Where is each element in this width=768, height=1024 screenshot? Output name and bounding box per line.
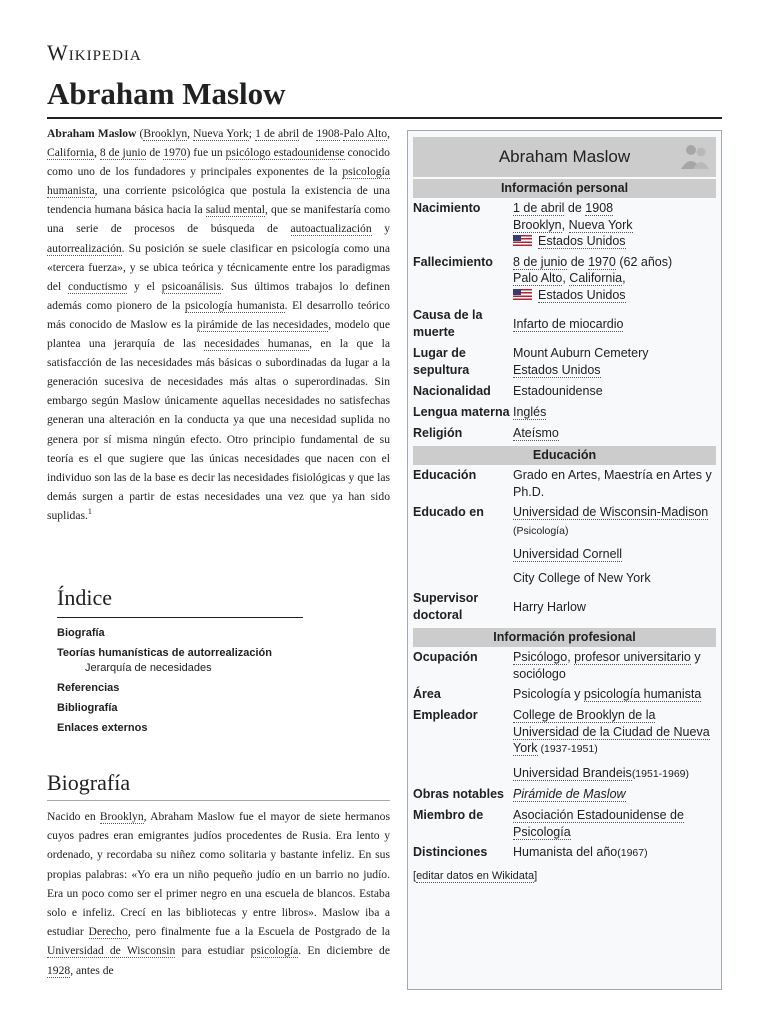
infobox-row-ocupacion	[413, 647, 716, 684]
link-psicologia-humanista-2[interactable]: psicología humanista	[184, 298, 285, 312]
text: City College of New York	[513, 570, 651, 585]
link-ateismo[interactable]: Ateísmo	[513, 426, 559, 440]
link-psicologia-humanista[interactable]: psicología humanista	[47, 165, 390, 198]
edit-wikidata-link[interactable]: editar datos en Wikidata	[416, 869, 535, 882]
wikipedia-wordmark[interactable]: Wikipedia	[47, 40, 142, 65]
text: . Sus últimos trabajos lo definen además como pionero de la	[47, 279, 390, 312]
text: [	[413, 869, 417, 882]
toc-item-teorias-label[interactable]: Teorías humanísticas de autorrealización	[57, 647, 272, 659]
link-california[interactable]: California	[47, 146, 95, 160]
table-of-contents	[57, 585, 307, 741]
text: Nacido en	[47, 810, 100, 823]
text: Humanista del año	[513, 845, 618, 859]
title-divider	[47, 117, 722, 119]
link-piramide-necesidades[interactable]: pirámide de las necesidades	[196, 317, 329, 331]
row-value	[513, 786, 716, 803]
infobox-footer	[413, 870, 716, 882]
page-title: Abraham Maslow	[47, 76, 286, 111]
text: ,	[567, 650, 575, 664]
link-ingles[interactable]: Inglés	[513, 405, 547, 420]
link-psicologia-humanista-ib[interactable]: psicología humanista	[583, 687, 702, 701]
text: , antes de	[70, 963, 114, 977]
link-brooklyn[interactable]: Brooklyn	[143, 127, 188, 140]
link-autorrealizacion[interactable]: autorrealización	[47, 241, 122, 255]
row-value	[513, 200, 716, 250]
row-label: Lugar de sepultura	[413, 346, 470, 377]
row-value: Grado en Artes, Maestría en Artes y Ph.D.	[513, 468, 712, 499]
text: , que se manifestaría como una serie de procesos de búsqueda de	[47, 203, 390, 236]
text: ,	[562, 271, 570, 285]
link-brandeis[interactable]: Universidad Brandeis	[513, 765, 632, 780]
link-nac-date[interactable]: 1 de abril	[513, 201, 565, 215]
us-flag-icon	[513, 289, 532, 300]
row-label: Distinciones	[413, 845, 488, 859]
text: y sociólogo	[513, 650, 701, 681]
toc-item-referencias[interactable]: Referencias	[57, 682, 120, 694]
text: (62 años)	[615, 254, 673, 269]
infobox-row-nacionalidad	[413, 381, 716, 402]
people-icon	[678, 139, 712, 173]
text: (1967)	[617, 847, 648, 859]
link-1970[interactable]: 1970	[163, 146, 187, 160]
link-derecho[interactable]: Derecho	[88, 925, 128, 939]
link-lugar-country[interactable]: Estados Unidos	[513, 362, 601, 377]
link-fal-date[interactable]: 8 de junio	[513, 254, 568, 269]
text: de	[564, 201, 586, 215]
text: , Abraham Maslow fue el mayor de siete hermanos cuyos padres eran emigrantes judíos procedentes de Rusia. Era lento y ordenado, y recordaba su niñez como solitaria y bastante infeliz. En sus propias palabras: «Yo era un niño pequeño judío en un barrio no judío. Era un poco como ser el primer negro en una escuela de blancos. Estaba solo e infeliz. Crecí en las bibliotecas y entre libros». Maslow iba a estudiar	[47, 810, 390, 939]
row-label: Nacionalidad	[413, 384, 491, 398]
text: de	[146, 146, 164, 160]
link-psicoanalisis[interactable]: psicoanálisis	[161, 279, 222, 293]
link-necesidades-humanas[interactable]: necesidades humanas	[204, 337, 310, 351]
infobox-row-sepultura	[413, 343, 716, 381]
text: Psicología	[513, 687, 571, 701]
reference-1[interactable]: 1	[87, 507, 92, 517]
link-death-date[interactable]: 8 de junio	[99, 146, 147, 160]
infobox-section-educacion: Educación	[413, 446, 716, 465]
row-label: Empleador	[413, 708, 478, 722]
text: (Psicología)	[513, 524, 569, 537]
link-apa[interactable]: Asociación Estadounidense de Psicología	[513, 808, 684, 839]
row-value	[513, 649, 716, 682]
text: conocido como uno de los fundadores y principales exponentes de la	[47, 146, 390, 179]
link-psicologia[interactable]: psicología	[250, 944, 299, 958]
link-psicologo-estadounidense[interactable]: psicólogo estadounidense	[225, 146, 345, 160]
infobox	[407, 130, 722, 990]
row-value	[513, 807, 716, 840]
subject-name: Abraham Maslow	[47, 127, 137, 140]
text: , modelo que plantea una jerarquía de las	[47, 317, 390, 351]
infobox-row-fallecimiento	[413, 252, 716, 306]
us-flag-icon	[513, 235, 532, 246]
link-1928[interactable]: 1928	[47, 963, 71, 977]
row-value: Estadounidense	[513, 384, 603, 398]
row-label: Supervisor doctoral	[413, 591, 479, 622]
link-1908[interactable]: 1908	[316, 127, 340, 140]
toc-item-bibliografia[interactable]: Bibliografía	[57, 702, 118, 714]
text: y	[570, 687, 584, 701]
infobox-row-educacion	[413, 465, 716, 502]
infobox-row-lengua	[413, 402, 716, 423]
link-fal-state[interactable]: California	[569, 271, 623, 285]
text: ]	[534, 869, 538, 882]
infobox-row-area	[413, 684, 716, 705]
link-autoactualizacion[interactable]: autoactualización	[290, 222, 372, 236]
section-divider	[47, 800, 390, 801]
text: de	[299, 127, 317, 140]
text: ) fue un	[186, 146, 226, 160]
row-value	[513, 345, 716, 379]
row-value	[513, 686, 716, 703]
toc-divider	[57, 617, 303, 618]
row-value	[513, 254, 716, 304]
link-fal-year[interactable]: 1970	[588, 254, 616, 269]
toc-item-biografia[interactable]: Biografía	[57, 627, 105, 639]
text: , una corriente psicológica que postula la existencia de una tendencia humana básica hacia la	[47, 184, 390, 217]
link-nac-city[interactable]: Brooklyn	[513, 217, 562, 232]
text: (	[136, 127, 144, 140]
row-label: Educación	[413, 468, 477, 482]
section-heading-biografia: Biografía	[47, 770, 131, 795]
link-causa[interactable]: Infarto de miocardio	[513, 316, 624, 331]
row-label: Área	[413, 687, 441, 701]
link-uw-madison[interactable]: Universidad de Wisconsin-Madison	[513, 505, 709, 519]
row-value	[513, 404, 716, 421]
link-nac-year[interactable]: 1908	[585, 201, 614, 215]
link-universidad-wisconsin[interactable]: Universidad de Wisconsin	[47, 944, 176, 958]
infobox-row-obras	[413, 784, 716, 805]
text: y el	[127, 279, 162, 293]
toc-item-teorias[interactable]	[57, 646, 307, 676]
link-nueva-york[interactable]: Nueva York	[193, 127, 249, 140]
row-value: Harry Harlow	[513, 599, 586, 614]
row-label: Religión	[413, 426, 463, 440]
text: Mount Auburn Cemetery	[513, 346, 649, 360]
text: y	[371, 222, 390, 236]
link-psicologo[interactable]: Psicólogo	[513, 650, 568, 664]
text: , en la que la satisfacción de las necesidades más básicas o subordinadas da lugar a la generación sucesiva de necesidades más altas o superordinadas. Sin embargo según Maslow únicamente aquellas necesidades no satisfechas generan una alteración en la conducta ya que una necesidad suplida no genera por sí misma ningún efecto. Otro principio fundamental de su teoría es el que sugiere que las únicas necesidades que nacen con el individuo son las de la base es decir las necesidades fisiológicas y que las demás surgen a partir de estas necesidades una vez que ya han sido suplidas.	[47, 337, 390, 522]
text: ,	[622, 271, 626, 285]
infobox-row-religion	[413, 423, 716, 444]
link-palo-alto[interactable]: Palo Alto	[343, 127, 388, 140]
row-value	[513, 707, 716, 782]
text: . Su posición se suele clasificar en psicología como una «tercera fuerza», y se ubica teórica y técnicamente entre los paradigmas del	[47, 241, 390, 293]
link-fal-country[interactable]: Estados Unidos	[538, 287, 626, 302]
link-fal-city[interactable]: Palo Alto	[513, 271, 563, 285]
link-brooklyn-bio[interactable]: Brooklyn	[99, 810, 144, 823]
link-piramide-maslow[interactable]: Pirámide de Maslow	[513, 787, 626, 802]
text: ,	[561, 217, 569, 232]
link-cornell[interactable]: Universidad Cornell	[513, 547, 623, 561]
infobox-row-causa	[413, 305, 716, 343]
row-label: Obras notables	[413, 787, 504, 801]
infobox-section-profesional: Información profesional	[413, 628, 716, 647]
text: . El desarrollo teórico más conocido de Maslow es la	[47, 298, 390, 331]
link-college-brooklyn[interactable]: College de Brooklyn de la Universidad de la Ciudad de Nueva York	[513, 708, 710, 755]
text: ;	[248, 127, 256, 140]
text: ,	[187, 127, 194, 140]
row-value	[513, 425, 716, 442]
infobox-row-distinciones	[413, 842, 716, 864]
text: (1937-1951)	[537, 743, 598, 755]
link-birth-date[interactable]: 1 de abril	[255, 127, 300, 140]
row-label: Nacimiento	[413, 201, 481, 215]
link-conductismo[interactable]: conductismo	[67, 279, 128, 293]
infobox-title	[413, 137, 716, 177]
infobox-title-text: Abraham Maslow	[498, 147, 631, 166]
row-label: Miembro de	[413, 808, 484, 822]
link-nac-state[interactable]: Nueva York	[568, 217, 633, 232]
infobox-row-miembro	[413, 805, 716, 842]
toc-title: Índice	[57, 585, 112, 610]
toc-item-enlaces[interactable]: Enlaces externos	[57, 722, 148, 734]
row-value	[513, 316, 716, 333]
row-label: Lengua materna	[413, 405, 510, 419]
row-value	[513, 844, 716, 862]
infobox-section-personal: Información personal	[413, 179, 716, 198]
text: -	[339, 127, 344, 140]
infobox-row-empleador	[413, 705, 716, 784]
text: ,	[387, 127, 390, 140]
row-label: Ocupación	[413, 650, 478, 664]
link-profesor[interactable]: profesor universitario	[574, 650, 691, 664]
text: . En diciembre de	[298, 944, 390, 958]
link-nac-country[interactable]: Estados Unidos	[538, 234, 626, 248]
infobox-row-nacimiento	[413, 198, 716, 252]
row-label: Educado en	[413, 505, 484, 519]
infobox-row-supervisor	[413, 588, 716, 626]
link-salud-mental[interactable]: salud mental	[205, 203, 265, 217]
row-label: Fallecimiento	[413, 254, 493, 269]
row-value	[513, 504, 716, 586]
lead-paragraph	[47, 124, 390, 525]
infobox-row-educado-en	[413, 502, 716, 588]
text: , pero finalmente fue a la Escuela de Postgrado de la	[127, 925, 390, 939]
text: ,	[94, 146, 100, 160]
row-label: Causa de la muerte	[413, 308, 483, 339]
text: de	[567, 254, 589, 269]
toc-subitem-jerarquia[interactable]: Jerarquía de necesidades	[85, 662, 212, 674]
text: (1951-1969)	[631, 767, 690, 780]
biografia-paragraph	[47, 807, 390, 980]
text: para estudiar	[175, 944, 251, 958]
